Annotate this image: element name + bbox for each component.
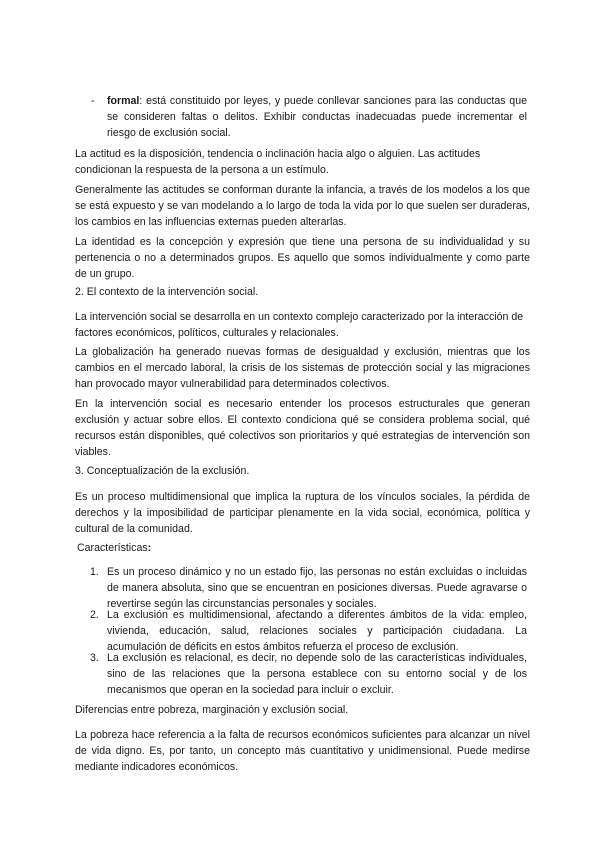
list-dash: - — [91, 95, 95, 107]
characteristics-label — [77, 540, 277, 556]
paragraph-identidad: La identidad es la concepción y expresión que tiene una persona de su individualidad y su pertenencia o no a determinados grupos. Es aquello que somos individualmente y como parte de un grupo. — [75, 236, 530, 280]
paragraph-proceso-multidimensional: Es un proceso multidimensional que implica la ruptura de los vínculos sociales, la pérdida de derechos y la imposibilidad de participar plenamente en la vida social, económica, política y cultural de la comunidad. — [75, 491, 530, 535]
section-heading-2: 2. El contexto de la intervención social. — [75, 286, 259, 298]
characteristic-item: Es un proceso dinámico y no un estado fijo, las personas no están excluidas o incluidas de manera absoluta, sino que se encuentran en posiciones diversas. Puede agravarse o revertirse según las circunstancias personales y sociales. — [107, 566, 527, 610]
section-heading-3: 3. Conceptualización de la exclusión. — [75, 465, 250, 477]
formal-term: formal — [107, 95, 140, 107]
characteristic-item: La exclusión es multidimensional, afectando a diferentes ámbitos de la vida: empleo, vivienda, educación, salud, relaciones sociales y participación ciudadana. La acumulación de déficits en estos ámbitos refuerza el proceso de exclusión. — [107, 609, 527, 653]
paragraph-actitudes-forman: Generalmente las actitudes se conforman durante la infancia, a través de los modelos a los que se está expuesto y se van modelando a lo largo de toda la vida por lo que suelen ser duraderas, los cambios en las influencias externas pueden alterarlas. — [75, 184, 530, 228]
characteristics-label-text: Características — [77, 542, 148, 554]
characteristic-item: La exclusión es relacional, es decir, no depende solo de las características individuales, sino de las relaciones que la persona establece con su entorno social y de los mecanismos que operan en la sociedad para incluir o excluir. — [107, 652, 527, 696]
formal-description: : está constituido por leyes, y puede conllevar sanciones para las conductas que se consideren faltas o delitos. Exhibir conductas inadecuadas puede incrementar el riesgo de exclusión social. — [107, 95, 527, 139]
list-number: 2. — [90, 609, 99, 621]
paragraph-procesos: En la intervención social es necesario entender los procesos estructurales que generan exclusión y actuar sobre ellos. El contexto condiciona qué se considera problema social, qué recursos están disponibles, qué colectivos son prioritarios y qué estrategias de intervención son viables. — [75, 398, 530, 458]
formal-item-text — [107, 93, 527, 141]
characteristics-colon: : — [147, 542, 152, 554]
list-number: 1. — [90, 566, 99, 578]
paragraph-intervencion: La intervención social se desarrolla en un contexto complejo caracterizado por la interacción de factores económicos, políticos, culturales y relacionales. — [75, 311, 524, 339]
paragraph-diferencias: Diferencias entre pobreza, marginación y exclusión social. — [75, 704, 349, 716]
paragraph-actitud: La actitud es la disposición, tendencia o inclinación hacia algo o alguien. Las actitudes condicionan la respuesta de la persona a un estímulo. — [75, 148, 481, 176]
paragraph-pobreza: La pobreza hace referencia a la falta de recursos económicos suficientes para alcanzar un nivel de vida digno. Es, por tanto, un concepto más cuantitativo y unidimensional. Puede medirse mediante indicadores económicos. — [75, 729, 530, 773]
paragraph-globalizacion: La globalización ha generado nuevas formas de desigualdad y exclusión, mientras que los cambios en el mercado laboral, la crisis de los sistemas de protección social y las migraciones han provocado mayor vulnerabilidad para determinados colectivos. — [75, 346, 530, 390]
list-number: 3. — [90, 652, 99, 664]
